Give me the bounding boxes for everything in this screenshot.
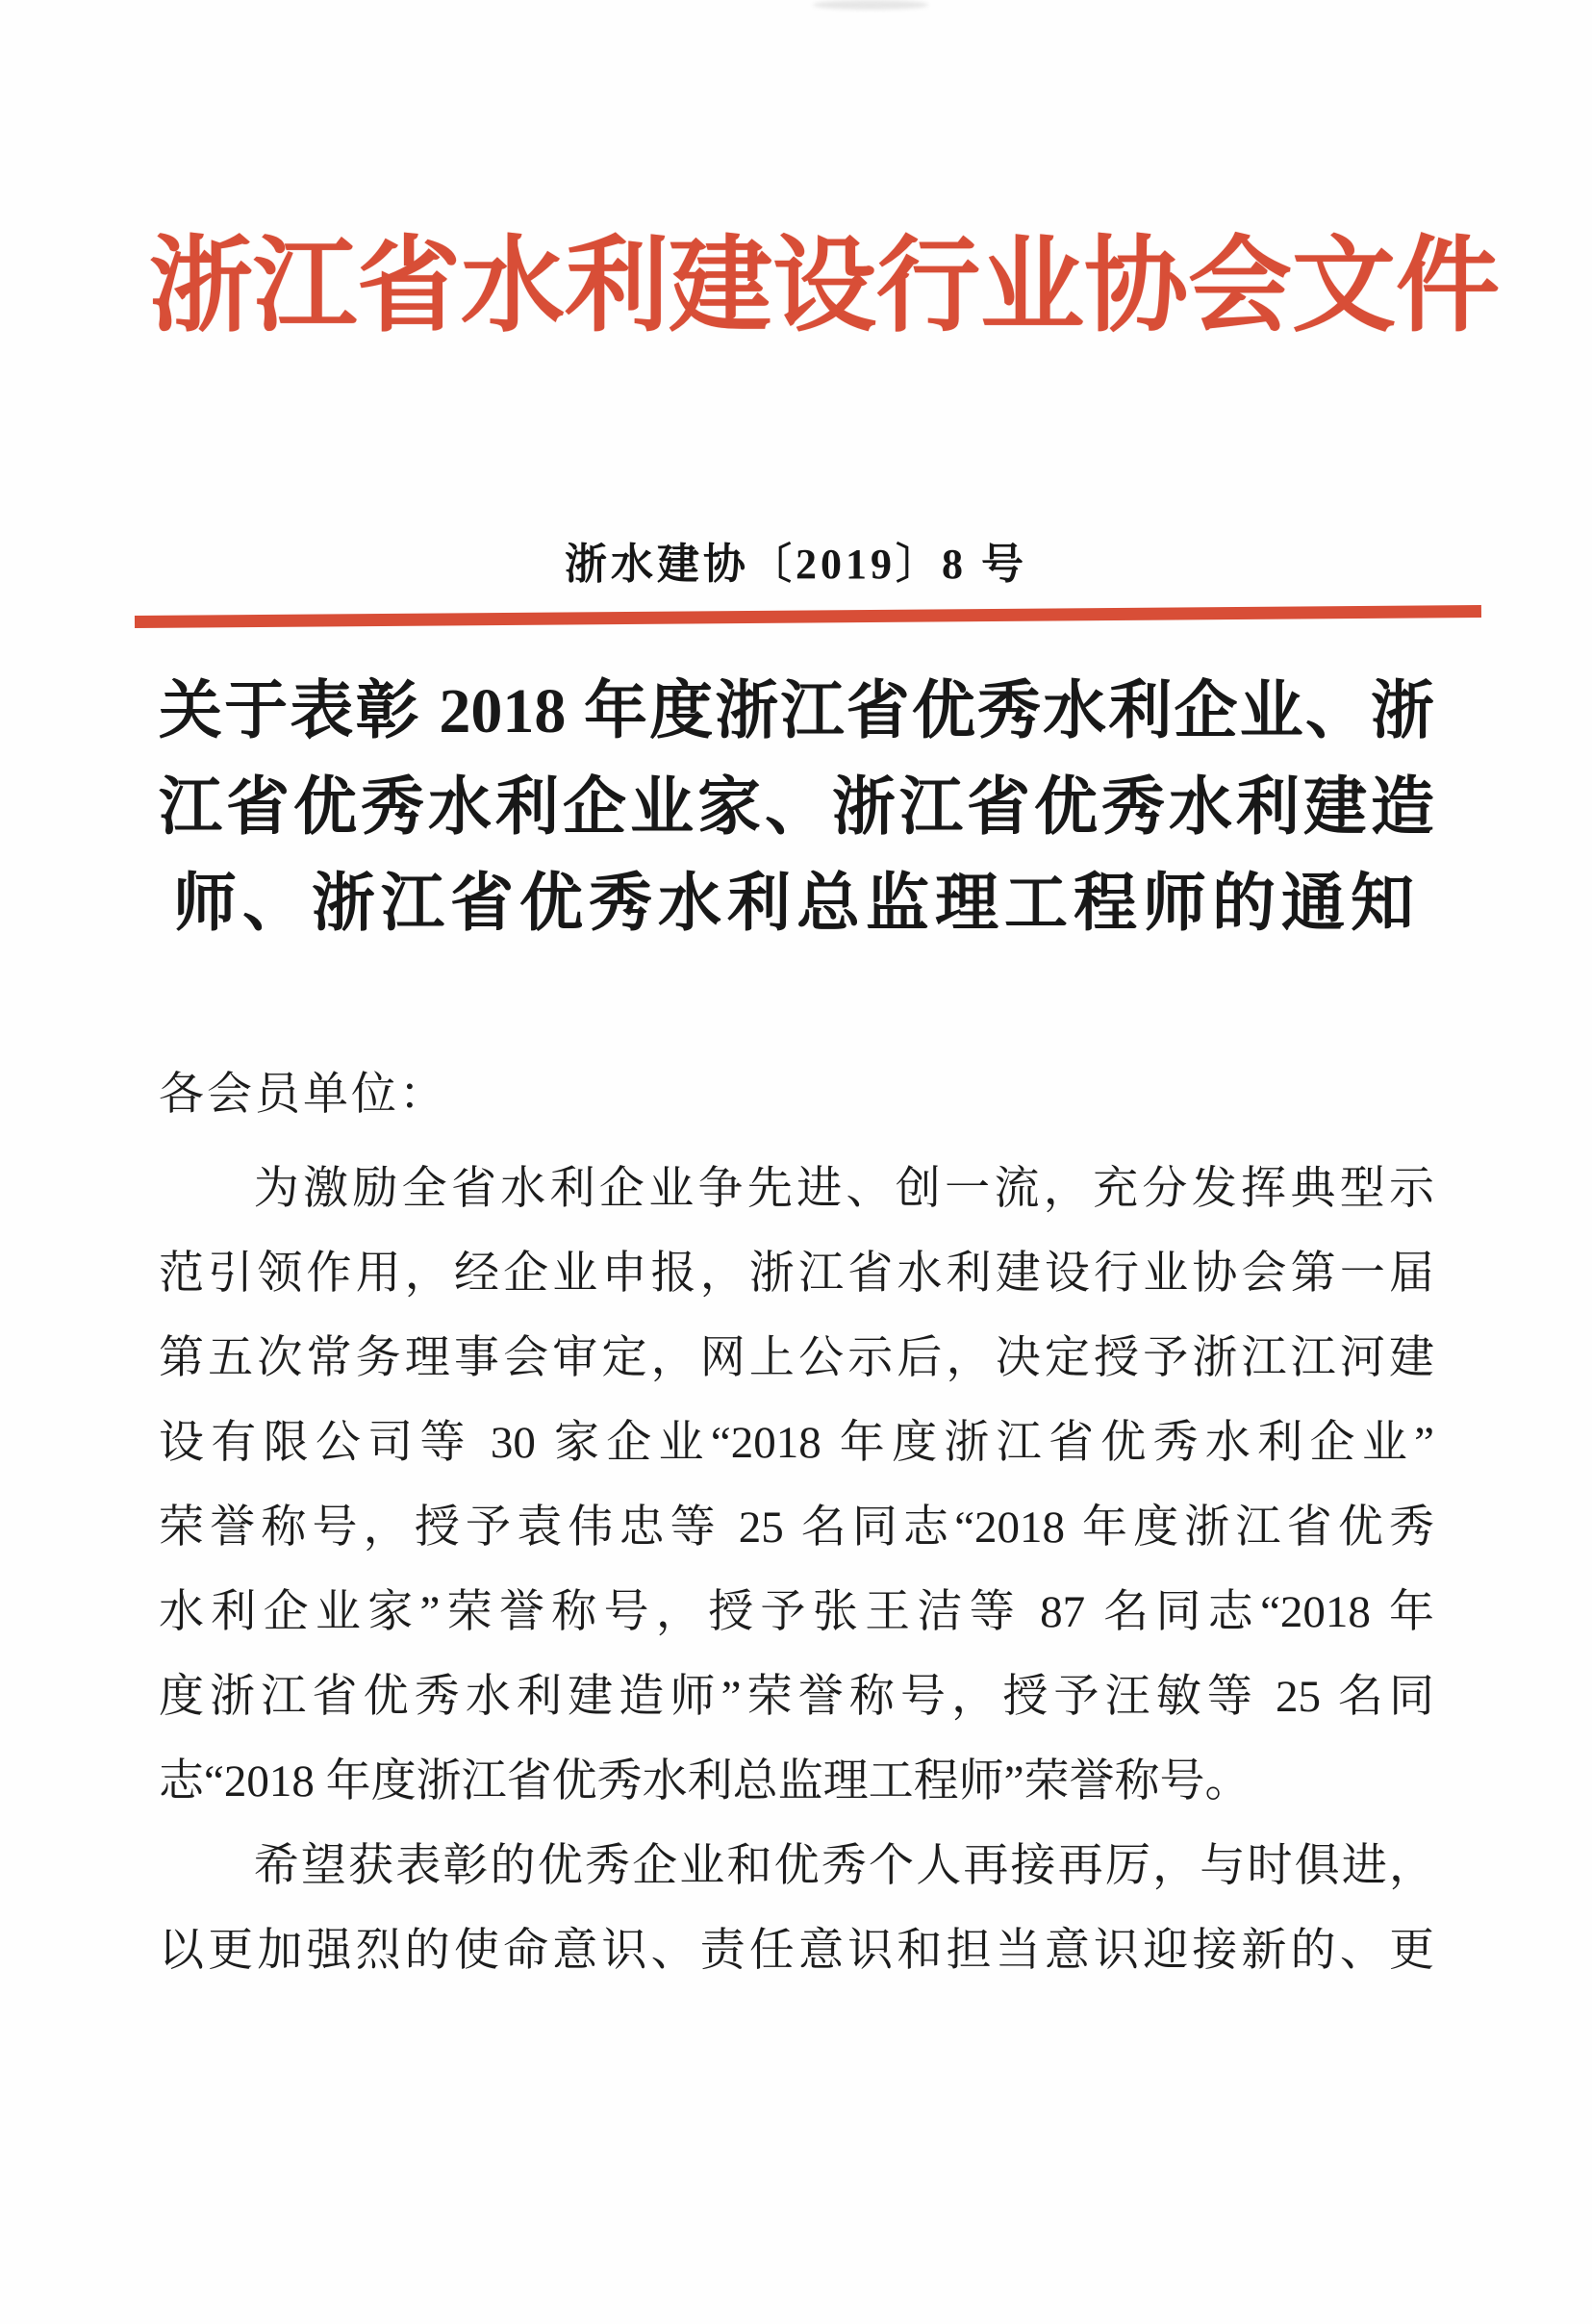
body-line: 为激励全省水利企业争先进、创一流，充分发挥典型示 bbox=[253, 1164, 1434, 1214]
body-line: 水利企业家”荣誉称号，授予张王洁等 87 名同志“2018 年 bbox=[159, 1587, 1434, 1637]
body-line: 希望获表彰的优秀企业和优秀个人再接再厉，与时俱进， bbox=[253, 1841, 1434, 1891]
red-divider-line bbox=[135, 605, 1481, 628]
notice-title-line-2: 江省优秀水利企业家、浙江省优秀水利建造 bbox=[159, 772, 1434, 843]
notice-title bbox=[159, 664, 1434, 952]
notice-title-line-3: 师、浙江省优秀水利总监理工程师的通知 bbox=[173, 869, 1420, 939]
body-line: 第五次常务理事会审定，网上公示后，决定授予浙江江河建 bbox=[159, 1333, 1434, 1383]
scan-artifact bbox=[813, 0, 928, 10]
body-line: 度浙江省优秀水利建造师”荣誉称号，授予汪敏等 25 名同 bbox=[159, 1672, 1434, 1722]
body-line: 设有限公司等 30 家企业“2018 年度浙江省优秀水利企业” bbox=[159, 1418, 1434, 1468]
body-line: 以更加强烈的使命意识、责任意识和担当意识迎接新的、更 bbox=[159, 1926, 1434, 1976]
body-line: 荣誉称号，授予袁伟忠等 25 名同志“2018 年度浙江省优秀 bbox=[159, 1503, 1434, 1553]
body-text bbox=[159, 1147, 1434, 1993]
notice-title-line-1: 关于表彰 2018 年度浙江省优秀水利企业、浙 bbox=[159, 676, 1434, 746]
body-line: 志“2018 年度浙江省优秀水利总监理工程师”荣誉称号。 bbox=[159, 1756, 1251, 1806]
body-line: 范引领作用，经企业申报，浙江省水利建设行业协会第一届 bbox=[159, 1249, 1434, 1299]
letterhead-title: 浙江省水利建设行业协会文件 bbox=[149, 230, 1501, 344]
salutation: 各会员单位： bbox=[159, 1070, 447, 1120]
document-number: 浙水建协〔2019〕8 号 bbox=[565, 541, 1027, 588]
